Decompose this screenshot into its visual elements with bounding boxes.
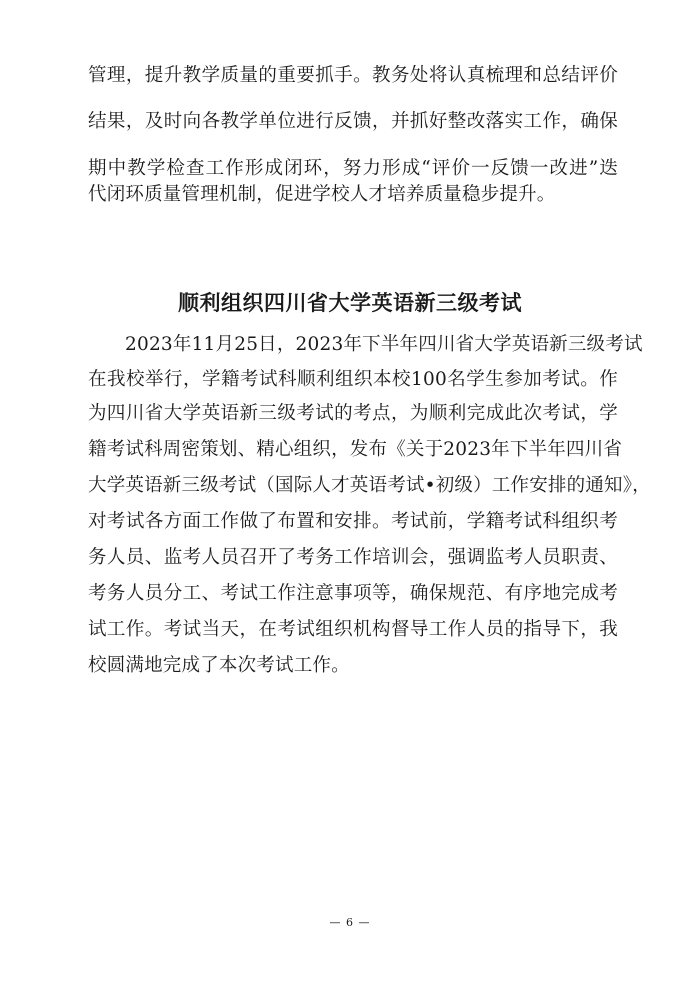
text-line: 务人员、监考人员召开了考务工作培训会，强调监考人员职责、 (88, 547, 618, 568)
text-line: 大学英语新三级考试（国际人才英语考试•初级）工作安排的通知》， (88, 475, 651, 496)
text-line: 为四川省大学英语新三级考试的考点，为顺利完成此次考试，学 (88, 403, 618, 424)
text-line: 籍考试科周密策划、精心组织，发布《关于2023年下半年四川省 (88, 439, 623, 460)
text-line: 代闭环质量管理机制，促进学校人才培养质量稳步提升。 (88, 184, 556, 205)
text-line: 在我校举行，学籍考试科顺利组织本校100名学生参加考试。作 (88, 369, 618, 390)
text-line: 期中教学检查工作形成闭环，努力形成“评价一反馈一改进”迭 (88, 158, 618, 179)
text-line: 对考试各方面工作做了布置和安排。考试前，学籍考试科组织考 (88, 511, 618, 532)
section-heading: 顺利组织四川省大学英语新三级考试 (178, 291, 522, 315)
text-line: 考务人员分工、考试工作注意事项等，确保规范、有序地完成考 (88, 583, 618, 604)
text-line: 结果，及时向各教学单位进行反馈，并抓好整改落实工作，确保 (88, 111, 618, 132)
text-line: 管理，提升教学质量的重要抓手。教务处将认真梳理和总结评价 (88, 65, 618, 86)
text-line: 校圆满地完成了本次考试工作。 (88, 655, 350, 676)
text-line: 试工作。考试当天，在考试组织机构督导工作人员的指导下，我 (88, 619, 618, 640)
text-line: 2023年11月25日，2023年下半年四川省大学英语新三级考试 (125, 334, 643, 355)
page-number: — 6 — (329, 916, 371, 929)
